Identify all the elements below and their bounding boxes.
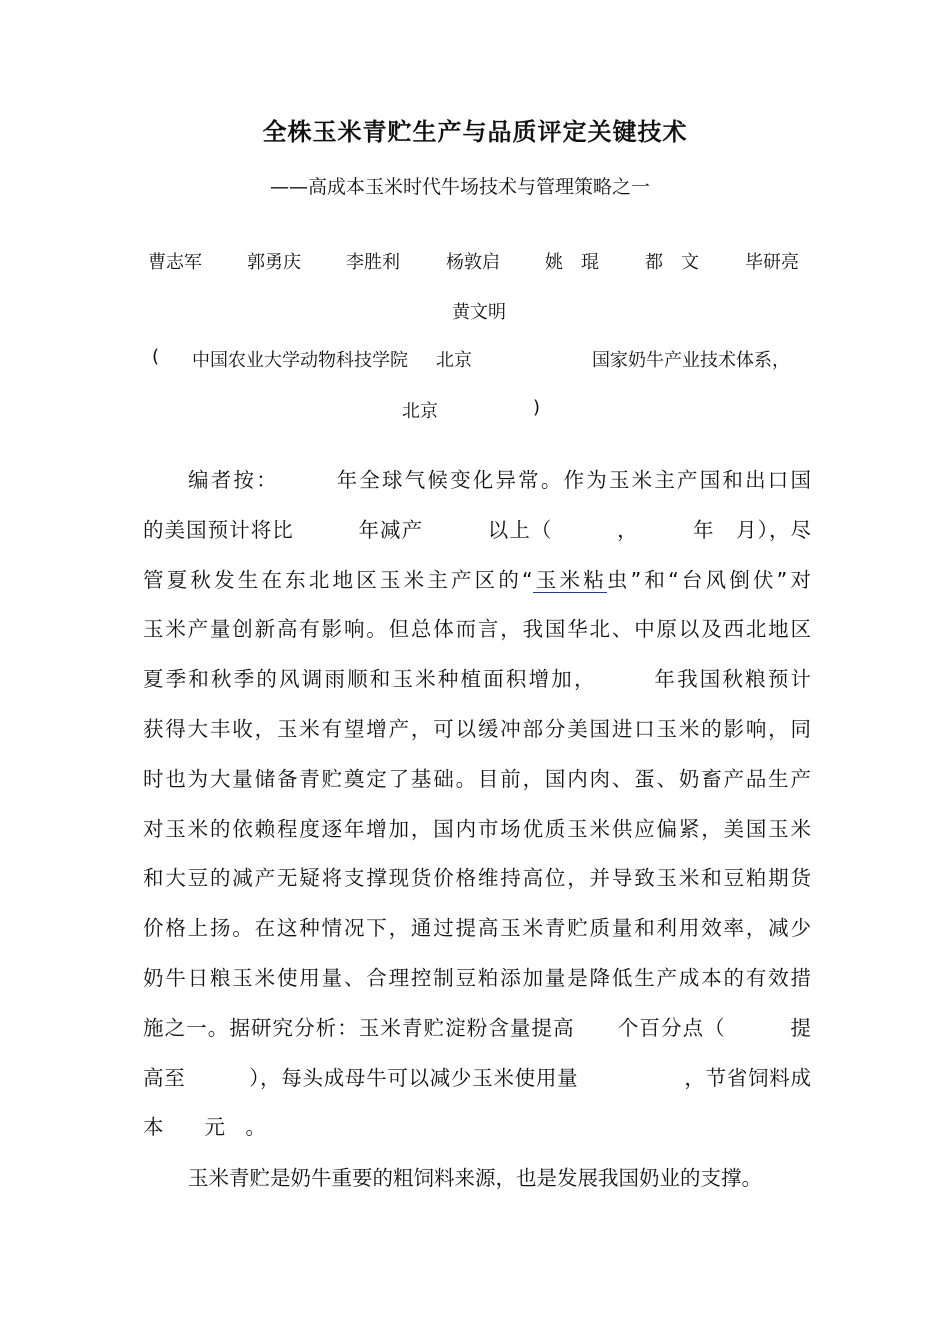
paragraph-line: 夏季和秋季的风调雨顺和玉米种植面积增加， 年我国秋粮预计 (143, 667, 811, 692)
paragraph-line: 玉米产量创新高有影响。但总体而言，我国华北、中原以及西北地区 (143, 617, 811, 642)
author-name: 曹志军 (148, 252, 202, 273)
author-name: 都 文 (645, 252, 699, 273)
paragraph-line: 价格上扬。在这种情况下，通过提高玉米青贮质量和利用效率，减少 (143, 916, 811, 941)
paragraph-line: 高至 ），每头成母牛可以减少玉米使用量 ，节省饲料成 (143, 1065, 811, 1090)
paragraph-line: 对玉米的依赖程度逐年增加，国内市场优质玉米供应偏紧，美国玉米 (143, 816, 811, 841)
affiliation-city: 北京 (402, 401, 438, 422)
affiliation-open-paren: ( (152, 346, 160, 367)
affiliation-city: 北京 (436, 350, 472, 371)
paragraph-line: 时也为大量储备青贮奠定了基础。目前，国内肉、蛋、奶畜产品生产 (143, 766, 811, 791)
paragraph-line: 施之一。据研究分析：玉米青贮淀粉含量提高 个百分点（ 提 (143, 1015, 811, 1040)
paragraph-line: 获得大丰收，玉米有望增产，可以缓冲部分美国进口玉米的影响，同 (143, 716, 811, 741)
paragraph-line: 的美国预计将比 年减产 以上（ ， 年 月），尽 (143, 517, 811, 542)
paragraph-line: 管夏秋发生在东北地区玉米主产区的“玉米粘虫”和“台风倒伏”对 (143, 567, 811, 592)
editor-note-paragraph (143, 456, 811, 1153)
affiliation-org: 中国农业大学动物科技学院 (192, 350, 408, 371)
paragraph-line: 玉米青贮是奶牛重要的粗饲料来源，也是发展我国奶业的支撑。 (188, 1166, 762, 1190)
document-title: 全株玉米青贮生产与品质评定关键技术 (262, 118, 688, 146)
affiliation-org: 国家奶牛产业技术体系， (592, 350, 790, 371)
author-name: 李胜利 (346, 252, 400, 273)
author-name: 黄文明 (452, 302, 506, 323)
affiliation-close-paren: ) (533, 397, 541, 418)
document-subtitle: ——高成本玉米时代牛场技术与管理策略之一 (270, 176, 651, 198)
paragraph-line: 奶牛日粮玉米使用量、合理控制豆粕添加量是降低生产成本的有效措 (143, 965, 811, 990)
author-name: 毕研亮 (745, 252, 799, 273)
paragraph-line: 编者按： 年全球气候变化异常。作为玉米主产国和出口国 (188, 468, 811, 492)
paragraph-line: 和大豆的减产无疑将支撑现货价格维持高位，并导致玉米和豆粕期货 (143, 866, 811, 891)
author-name: 杨敦启 (446, 252, 500, 273)
paragraph-line: 本 元 。 (143, 1115, 266, 1140)
author-name: 姚 琨 (545, 252, 599, 273)
body-paragraph (143, 1154, 811, 1204)
author-name: 郭勇庆 (247, 252, 301, 273)
underlined-text: 玉米粘 (532, 567, 607, 592)
